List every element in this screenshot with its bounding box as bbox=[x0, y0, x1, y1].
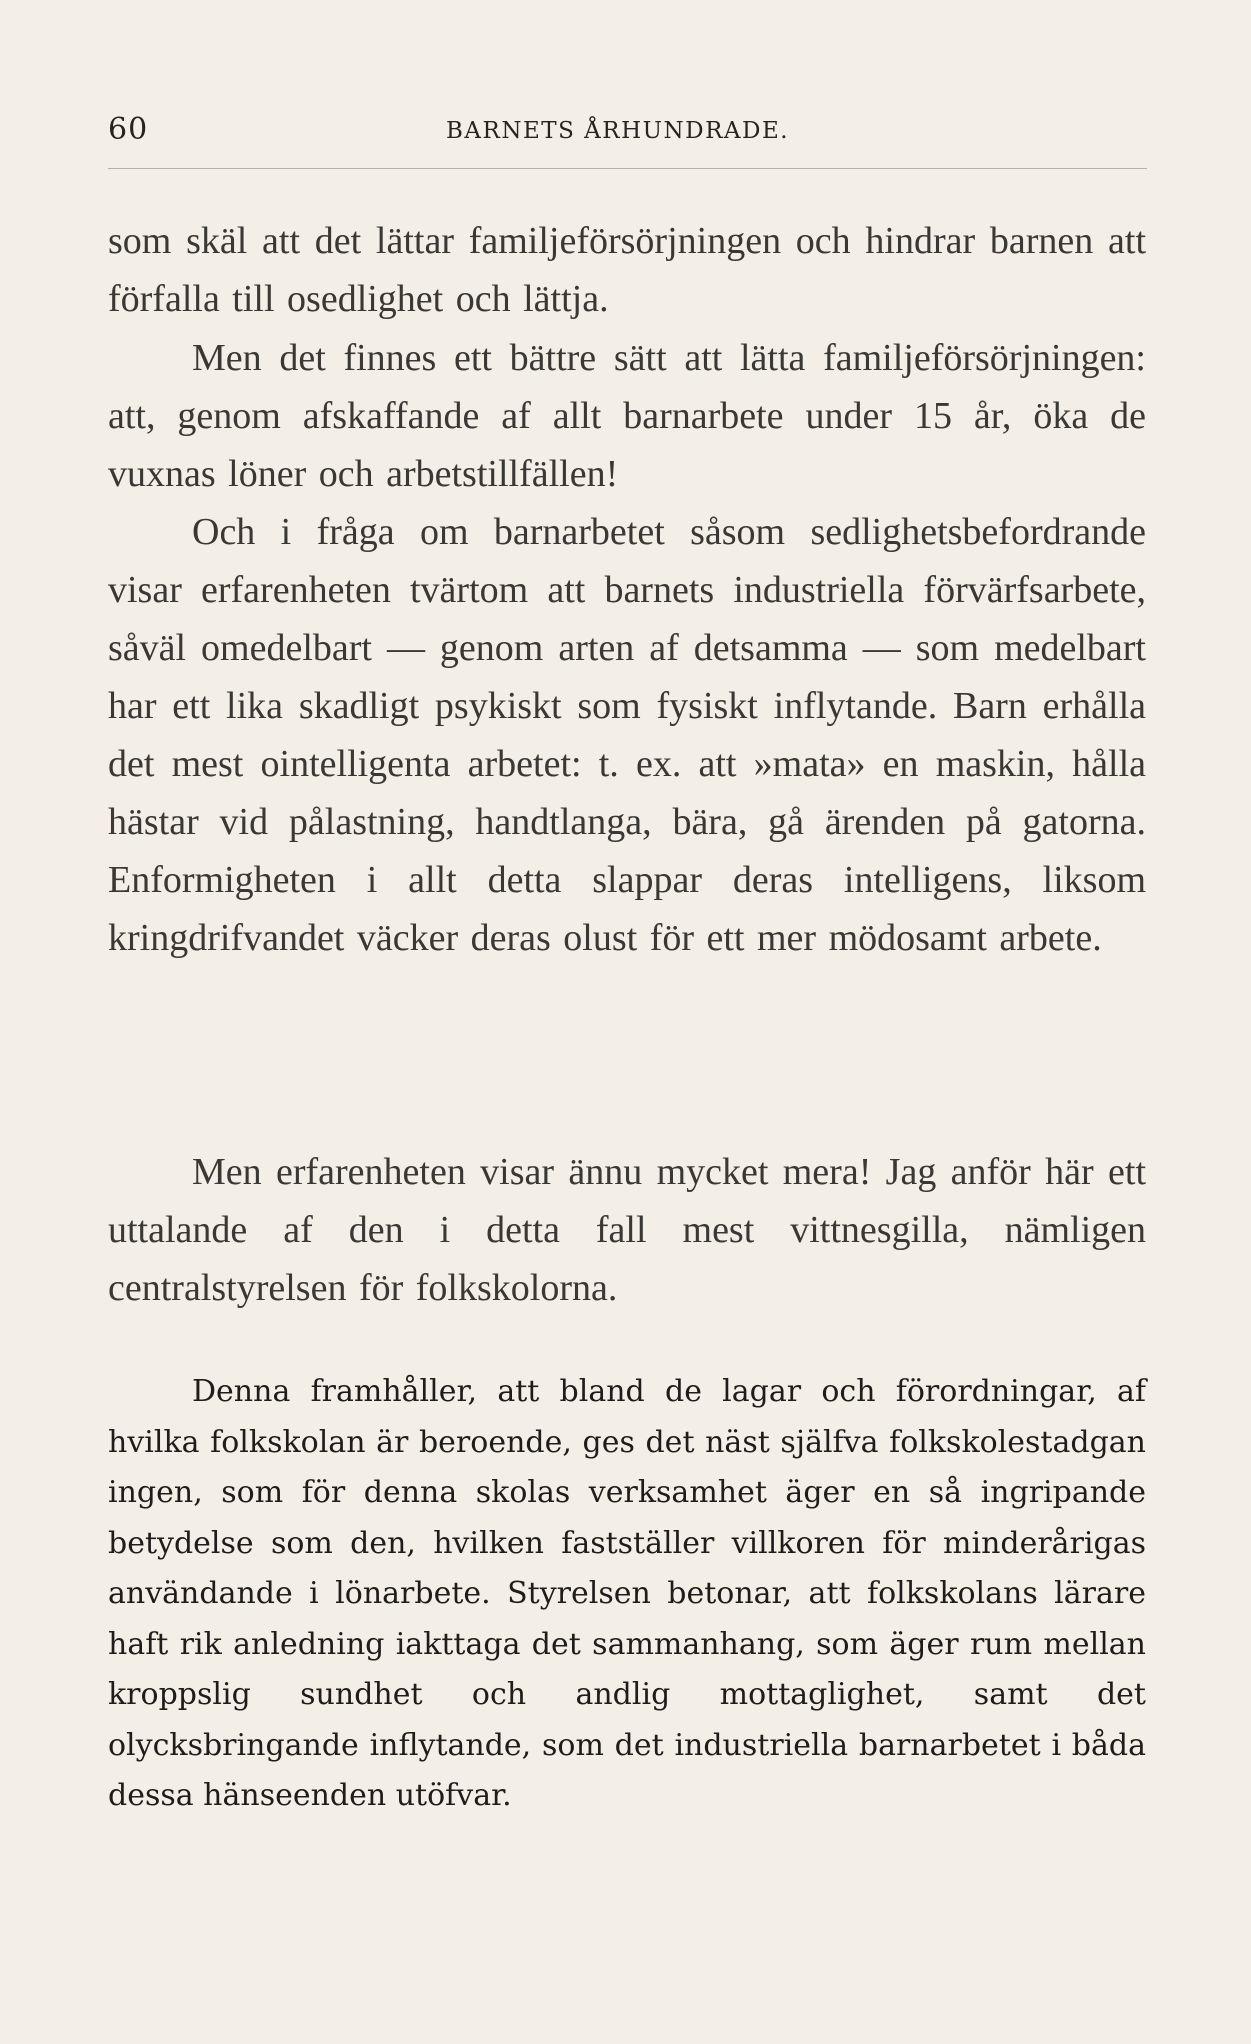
page-number: 60 bbox=[108, 112, 149, 147]
quoted-statement: Denna framhåller, att bland de lagar och förordningar, af hvilka folkskolan är beroende, ges det näst själfva folkskolestadgan ingen, som för denna skolas verksamhet äger en så ingripande betydelse som den, hvilken fastställer villkoren för minderårigas användande i lönarbete. Styrelsen betonar, att folkskolans lärare haft rik anledning iakttaga det sammanhang, som äger rum mellan kroppslig sundhet och andlig mottaglighet, samt det olycksbringande inflytande, som det industriella barnarbetet i båda dessa hänseenden utöfvar. bbox=[108, 1374, 1146, 1813]
page-header bbox=[108, 112, 1147, 156]
paragraph-experience: Men erfarenheten visar ännu mycket mera! Jag anför här ett uttalande af den i detta fall mest vittnesgilla, nämligen centralstyrelsen för folkskolorna. bbox=[108, 1151, 1146, 1309]
paragraph-morality: Och i fråga om barnarbetet såsom sedlighetsbefordrande visar erfarenheten tvärtom att barnets industriella förvärfsarbete, såväl omedelbart — genom arten af detsamma — som medelbart har ett lika skadligt psykiskt som fysiskt inflytande. Barn erhålla det mest ointelligenta arbetet: t. ex. att »mata» en maskin, hålla hästar vid pålastning, handtlanga, bära, gå ärenden på gatorna. Enformigheten i allt detta slappar deras intelligens, liksom kringdrifvandet väcker deras olust för ett mer mödosamt arbete. bbox=[108, 511, 1146, 959]
header-rule bbox=[108, 168, 1147, 169]
paragraph-continuation: som skäl att det lättar familjeförsörjningen och hindrar barnen att förfalla till osedlighet och lättja. bbox=[108, 220, 1146, 320]
running-title: BARNETS ÅRHUNDRADE. bbox=[446, 118, 790, 144]
paragraph-better-way: Men det finnes ett bättre sätt att lätta familjeförsörjningen: att, genom afskaffande af allt barnarbete under 15 år, öka de vuxnas löner och arbetstillfällen! bbox=[108, 337, 1146, 495]
